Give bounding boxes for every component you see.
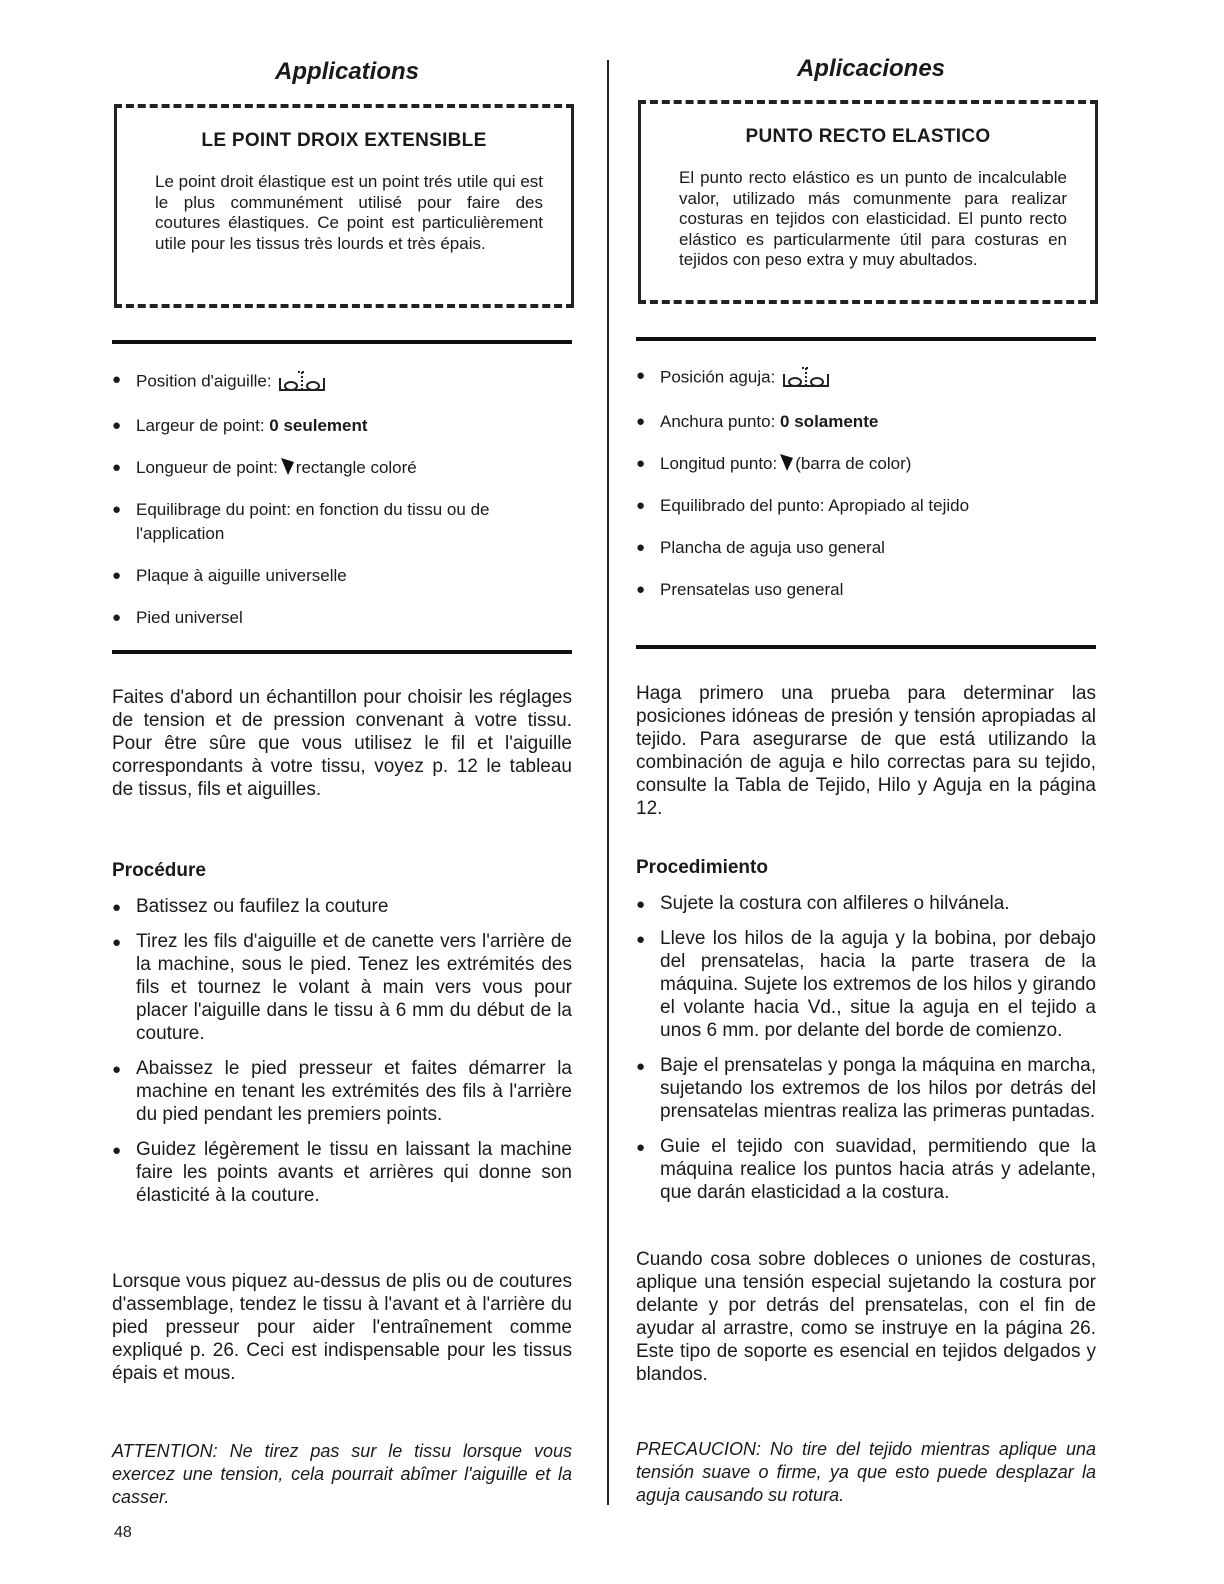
box-title-es: PUNTO RECTO ELASTICO xyxy=(745,126,991,147)
needle-position-icon xyxy=(276,368,328,396)
list-item: ● Tirez les fils d'aiguille et de canette vers l'arrière de la machine, sous le pied. Tenez les extrémités des fils et tournez le volant à main vers vous pour placer l'aiguille dans le tissu à 6 mm du début de la couture. xyxy=(112,930,572,1045)
procedure-steps-es xyxy=(636,892,1096,1216)
rule-bottom-fr xyxy=(112,650,572,654)
page-number: 48 xyxy=(114,1524,132,1541)
setting-needle-plate-es: ● Plancha de aguja uso general xyxy=(636,536,1106,560)
setting-tension-es: ● Equilibrado del punto: Apropiado al tejido xyxy=(636,494,1106,518)
setting-tension-fr: ● Equilibrage du point: en fonction du tissu ou de l'application xyxy=(112,498,582,546)
list-item: ● Guidez légèrement le tissu en laissant la machine faire les points avants et arrières qui donne son élasticité à la couture. xyxy=(112,1138,572,1207)
warning-text-fr: ATTENTION: Ne tirez pas sur le tissu lorsque vous exercez une tension, cela pourrait abîmer l'aiguille et la casser. xyxy=(112,1441,572,1507)
warning-text-es: PRECAUCION: No tire del tejido mientras aplique una tensión suave o firme, ya que esto puede desplazar la aguja causando su rotura. xyxy=(636,1439,1096,1505)
rule-top-fr xyxy=(112,340,572,344)
settings-list-fr xyxy=(112,368,582,648)
rule-bottom-es xyxy=(636,645,1096,649)
stitch-info-box-fr xyxy=(114,104,574,308)
setting-stitch-width-fr: ● Largeur de point: 0 seulement xyxy=(112,414,582,438)
column-divider xyxy=(607,60,609,1505)
setting-needle-plate-fr: ● Plaque à aiguille universelle xyxy=(112,564,582,588)
stitch-info-box-es xyxy=(638,100,1098,304)
stitch-length-marker-icon xyxy=(278,456,296,476)
intro-text-es: Haga primero una prueba para determinar las posiciones idóneas de presión y tensión apropiadas al tejido. Para asegurarse de que está utilizando la combinación de aguja e hilo correctas para su tejido, consulte la Tabla de Tejido, Hilo y Aguja en la página 12. xyxy=(636,683,1096,819)
setting-needle-position-es: ● Posición aguja: xyxy=(636,364,1106,392)
note-text-es: Cuando cosa sobre dobleces o uniones de costuras, aplique una tensión especial sujetando la costura por delante y por detrás del prensatelas, con el fin de ayudar al arrastre, como se instruye en la página 26. Este tipo de soporte es esencial en tejidos delgados y blandos. xyxy=(636,1249,1096,1385)
setting-stitch-width-es: ● Anchura punto: 0 solamente xyxy=(636,410,1106,434)
stitch-length-marker-icon xyxy=(777,452,795,472)
procedure-heading-es: Procedimiento xyxy=(636,857,768,878)
setting-foot-es: ● Prensatelas uso general xyxy=(636,578,1106,602)
needle-position-icon xyxy=(780,364,832,392)
setting-foot-fr: ● Pied universel xyxy=(112,606,582,630)
procedure-steps-fr xyxy=(112,895,572,1219)
list-item: ● Batissez ou faufilez la couture xyxy=(112,895,572,918)
list-item: ● Abaissez le pied presseur et faites démarrer la machine en tenant les extrémités des fils à l'arrière du pied pendant les premiers points. xyxy=(112,1057,572,1126)
box-title-fr: LE POINT DROIX EXTENSIBLE xyxy=(201,130,487,151)
box-text-fr: Le point droit élastique est un point trés utile qui est le plus communément utilisé pour faire des coutures élastiques. Ce point est particulièrement utile pour les tissus très lourds et très épais. xyxy=(155,172,543,253)
procedure-heading-fr: Procédure xyxy=(112,860,206,881)
list-item: ● Guie el tejido con suavidad, permitiendo que la máquina realice los puntos hacia atrás y adelante, que darán elasticidad a la costura. xyxy=(636,1135,1096,1204)
note-text-fr: Lorsque vous piquez au-dessus de plis ou de coutures d'assemblage, tendez le tissu à l'avant et à l'arrière du pied presseur pour aider l'entraînement comme expliqué p. 26. Ceci est indispensable pour les tissus épais et mous. xyxy=(112,1271,572,1384)
page-title-fr: Applications xyxy=(274,58,419,85)
intro-text-fr: Faites d'abord un échantillon pour choisir les réglages de tension et de pression convenant à votre tissu. Pour être sûre que vous utilisez le fil et l'aiguille correspondants à votre tissu, voyez p. 12 le tableau de tissus, fils et aiguilles. xyxy=(112,687,572,800)
list-item: ● Baje el prensatelas y ponga la máquina en marcha, sujetando los extremos de los hilos por detrás del prensatelas mientras realiza las primeras puntadas. xyxy=(636,1054,1096,1123)
list-item: ● Lleve los hilos de la aguja y la bobina, por debajo del prensatelas, hacia la parte trasera de la máquina. Sujete los extremos de los hilos y girando el volante hacia Vd., situe la aguja en el tejido a unos 6 mm. por delante del borde de comienzo. xyxy=(636,927,1096,1042)
rule-top-es xyxy=(636,337,1096,341)
list-item: ● Sujete la costura con alfileres o hilvánela. xyxy=(636,892,1096,915)
box-text-es: El punto recto elástico es un punto de incalculable valor, utilizado más comunmente para realizar costuras en tejidos con elasticidad. El punto recto elástico es particularmente útil para costuras en tejidos con peso extra y muy abultados. xyxy=(679,168,1067,269)
setting-needle-position-fr: ● Position d'aiguille: xyxy=(112,368,582,396)
setting-stitch-length-es: ● Longitud punto: (barra de color) xyxy=(636,452,1106,476)
page-title-es: Aplicaciones xyxy=(796,55,946,82)
setting-stitch-length-fr: ● Longueur de point: rectangle coloré xyxy=(112,456,582,480)
settings-list-es xyxy=(636,364,1106,620)
